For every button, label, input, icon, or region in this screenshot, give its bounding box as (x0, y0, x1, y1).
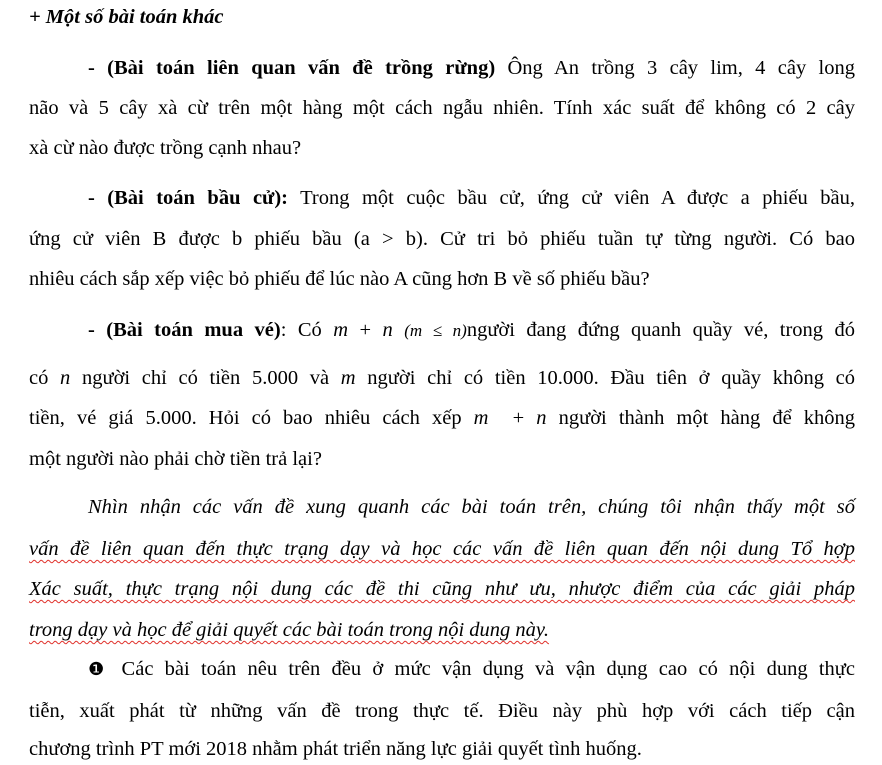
math-n: n (60, 367, 71, 389)
p4-line-3: Xác suất, thực trạng nội dung các đề thi cũng như ưu, nhược điểm của các giải pháp (29, 578, 855, 600)
p4-line-1: Nhìn nhận các vấn đề xung quanh các bài toán trên, chúng tôi nhận thấy một số (88, 496, 855, 518)
math-n: n (536, 407, 547, 429)
p4-line-2: vấn đề liên quan đến thực trạng dạy và học các vấn đề liên quan đến nội dung Tổ hợp (29, 538, 855, 560)
p3-line-3 (29, 404, 855, 432)
math-condition: (m ≤ n) (404, 321, 467, 340)
p2-line-2: ứng cử viên B được b phiếu bầu (a > b). Cử tri bỏ phiếu tuần tự từng người. Có bao (29, 228, 855, 250)
math-m: m (340, 367, 356, 389)
p4-line-4: trong dạy và học để giải quyết các bài toán trong nội dung này. (29, 619, 550, 641)
p3-line-4: một người nào phải chờ tiền trả lại? (29, 448, 322, 470)
p3-text-2c: người chỉ có tiền 10.000. Đầu tiên ở quầy không có (355, 367, 855, 389)
p3-text-1b: người đang đứng quanh quầy vé, trong đó (466, 319, 856, 341)
p3-text-3a: tiền, vé giá 5.000. Hỏi có bao nhiêu cách xếp (29, 407, 474, 429)
p5-line-3: chương trình PT mới 2018 nhằm phát triển năng lực giải quyết tình huống. (29, 738, 642, 760)
p2-text-1: Trong một cuộc bầu cử, ứng cử viên A được a phiếu bầu, (288, 187, 855, 209)
p1-line-1 (88, 54, 855, 82)
p1-title: - (Bài toán liên quan vấn đề trồng rừng) (88, 57, 496, 79)
p3-text-3b: người thành một hàng để không (546, 407, 855, 429)
p3-text-2b: người chỉ có tiền 5.000 và (70, 367, 341, 389)
p3-text-1a: : Có (280, 319, 334, 341)
p5-text-1: Các bài toán nêu trên đều ở mức vận dụng và vận dụng cao có nội dung thực (110, 658, 856, 680)
p2-title: - (Bài toán bầu cử): (88, 187, 288, 209)
math-plus: + (348, 319, 383, 341)
p2-line-3: nhiêu cách sắp xếp việc bỏ phiếu để lúc nào A cũng hơn B về số phiếu bầu? (29, 268, 650, 290)
p3-line-2 (29, 364, 855, 392)
math-m: m (333, 319, 349, 341)
section-heading: + Một số bài toán khác (29, 6, 224, 28)
p3-line-1 (88, 316, 855, 344)
p5-line-2: tiễn, xuất phát từ những vấn đề trong thực tế. Điều này phù hợp với cách tiếp cận (29, 700, 855, 722)
p1-text-1: Ông An trồng 3 cây lim, 4 cây long (495, 57, 855, 79)
p3-title: - (Bài toán mua vé) (88, 319, 281, 341)
math-n: n (382, 319, 393, 341)
p1-line-2: não và 5 cây xà cừ trên một hàng một cách ngẫu nhiên. Tính xác suất để không có 2 cây (29, 97, 855, 119)
p3-text-2a: có (29, 367, 61, 389)
p5-line-1 (88, 655, 855, 683)
p2-line-1 (88, 184, 855, 212)
math-plus: + (488, 407, 537, 429)
bullet-one-icon: ❶ (88, 659, 111, 680)
math-m: m (473, 407, 489, 429)
p1-line-3: xà cừ nào được trồng cạnh nhau? (29, 137, 302, 159)
